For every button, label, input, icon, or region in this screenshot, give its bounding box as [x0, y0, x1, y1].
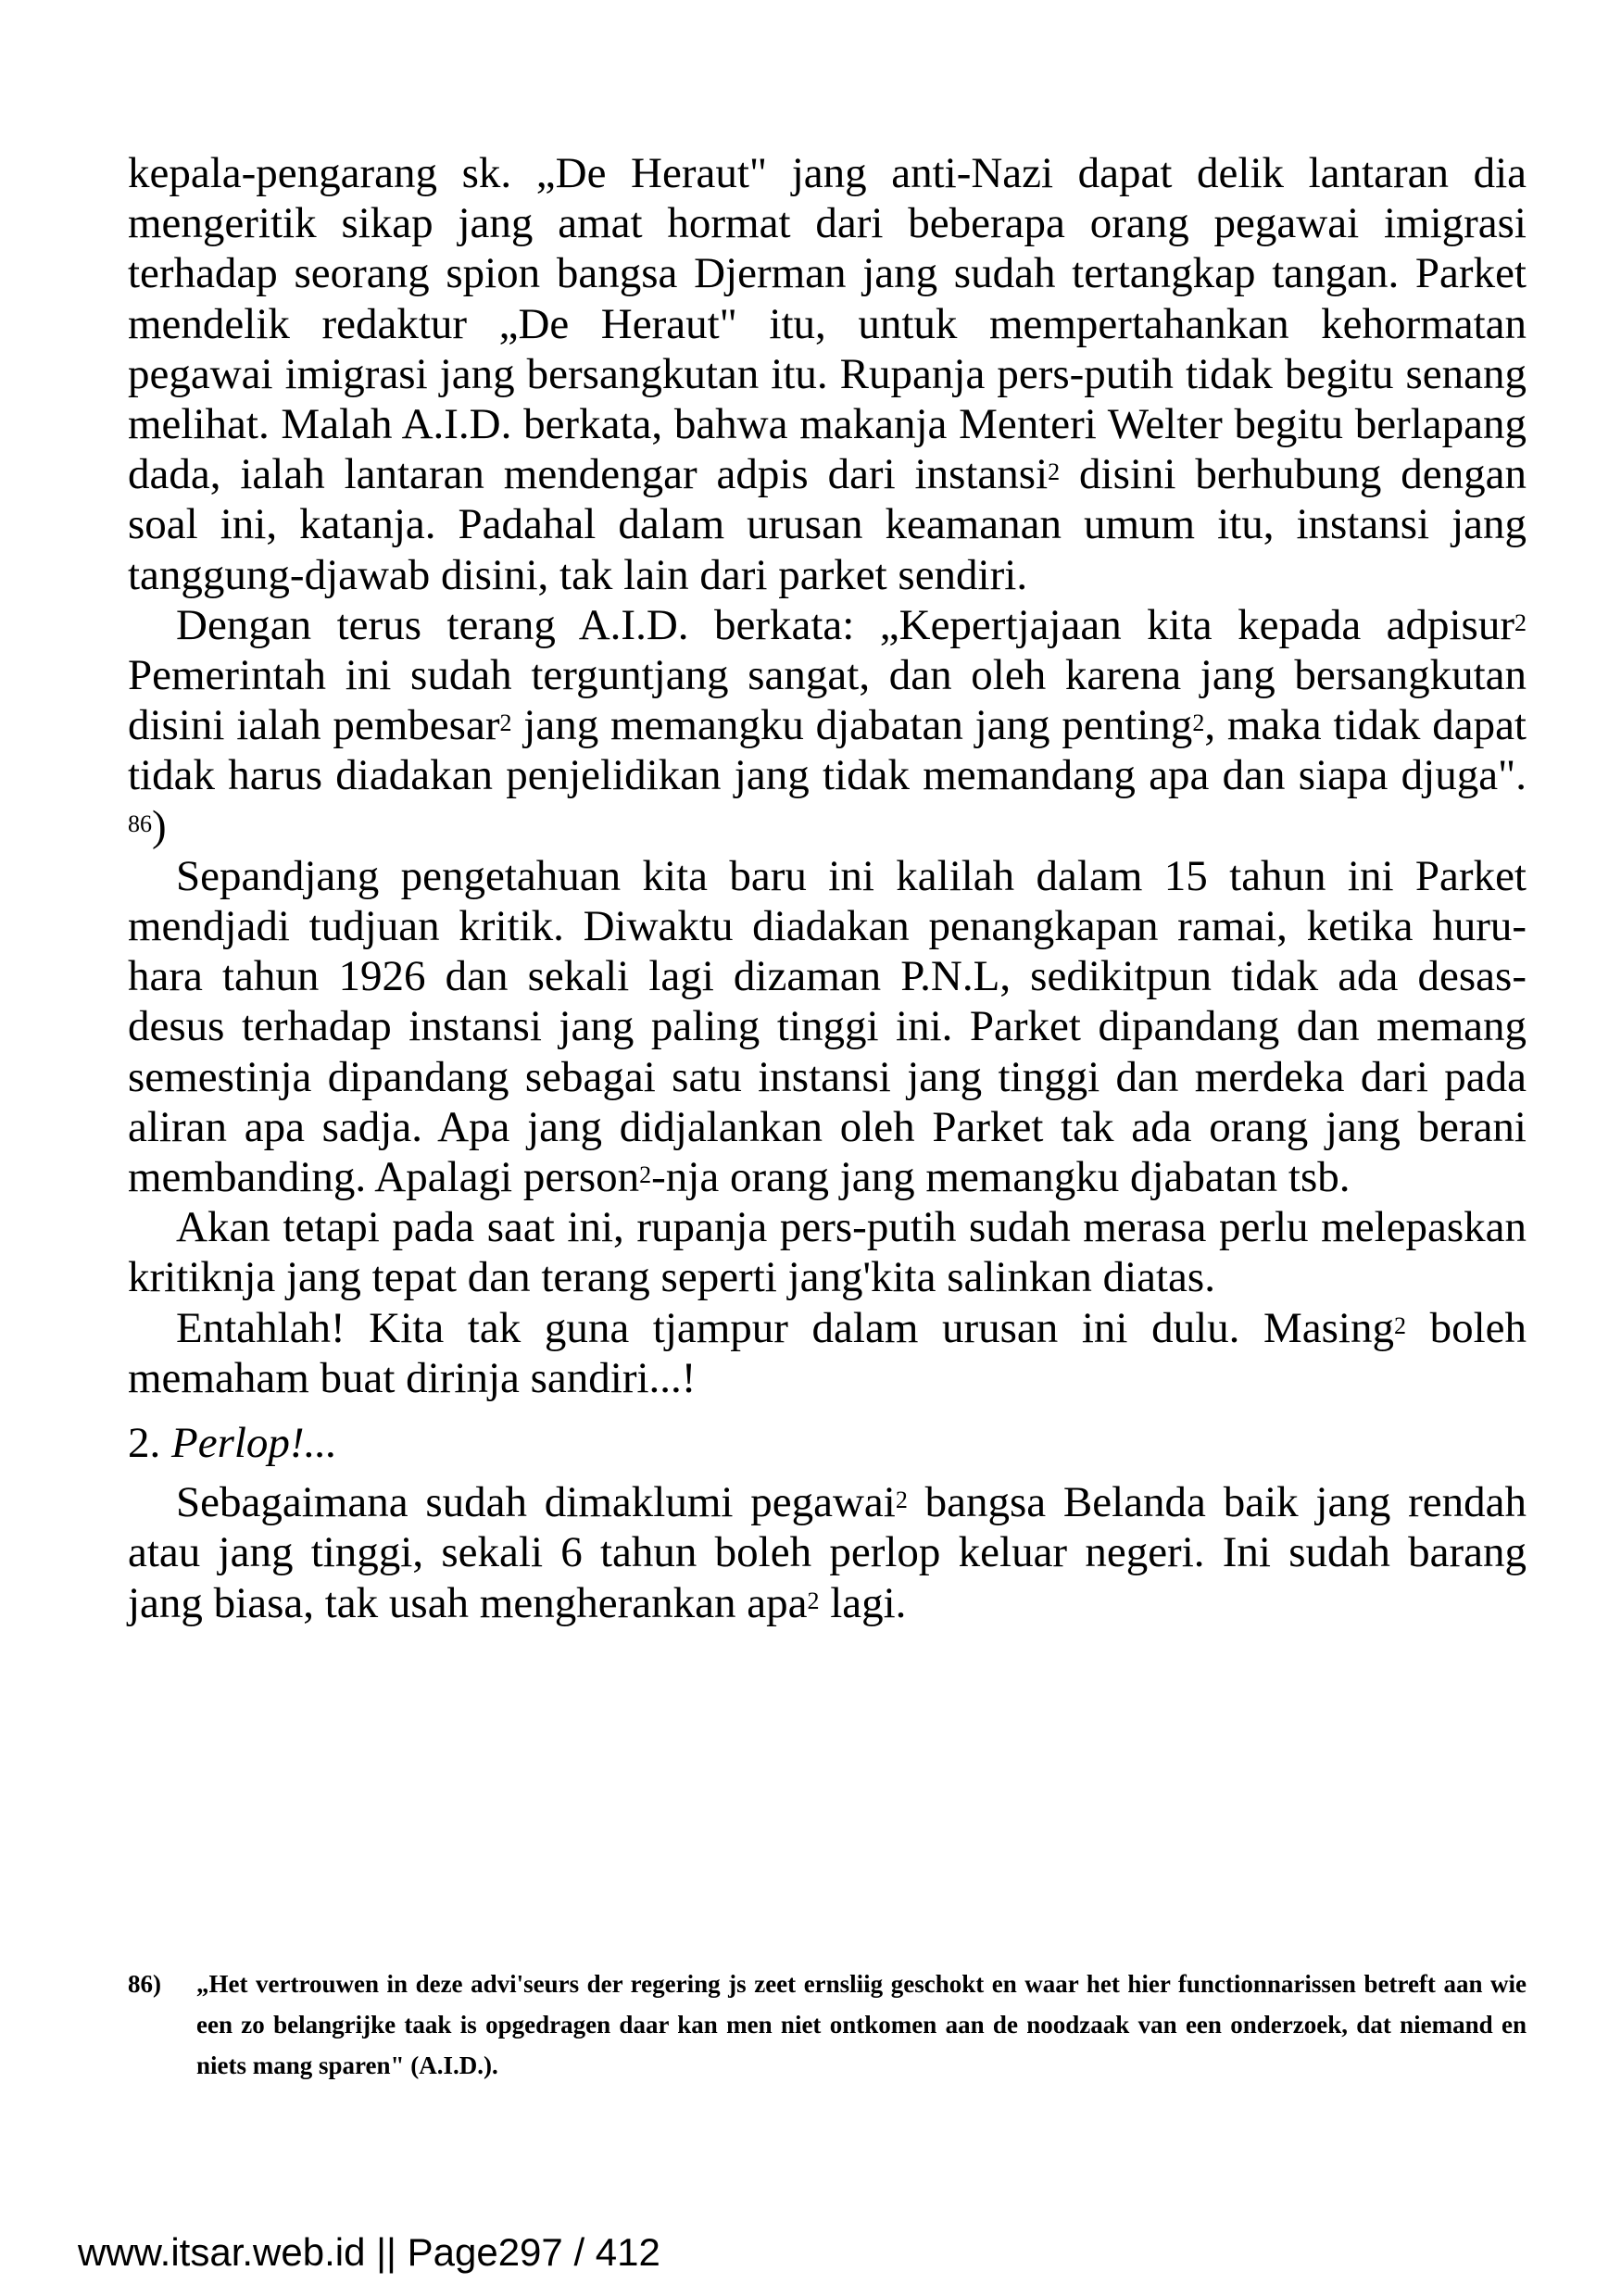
paragraph-2	[128, 600, 1527, 851]
superscript-mark: 2	[639, 1161, 652, 1189]
paragraph-5-text: Entahlah! Kita tak guna tjampur dalam urusan ini dulu. Masing	[176, 1303, 1394, 1352]
paragraph-3	[128, 851, 1527, 1202]
paragraph-4	[128, 1202, 1527, 1302]
paragraph-1-text: kepala-pengarang sk. „De Heraut" jang anti-Nazi dapat delik lantaran dia mengeritik sikap jang amat hormat dari beberapa orang pegawai imigrasi terhadap seorang spion bangsa Djerman jang sudah tertangkap tangan. Parket mendelik redaktur „De Heraut" itu, untuk mempertahankan kehormatan pegawai imigrasi jang bersangkutan itu. Rupanja pers-putih tidak begitu senang melihat. Malah A.I.D. berkata, bahwa makanja Menteri Welter begitu berlapang dada, ialah lantaran mendengar adpis dari instansi	[128, 149, 1527, 499]
footnotes-section	[128, 1964, 1527, 2086]
footnote-text: „Het vertrouwen in deze advi'seurs der regering js zeet ernsliig geschokt en waar het hier functionnarissen betreft aan wie een zo belangrijke taak is opgedragen daar kan men niet ontkomen aan de noodzaak van een onderzoek, dat niemand en niets mang sparen" (A.I.D.).	[196, 1970, 1527, 2079]
paragraph-2-text: Dengan terus terang A.I.D. berkata: „Kepertjajaan kita kepada adpisur	[176, 600, 1514, 649]
section-number: 2.	[128, 1419, 161, 1468]
paragraph-6-text: Sebagaimana sudah dimaklumi pegawai	[176, 1478, 896, 1527]
superscript-mark: 2	[895, 1487, 908, 1514]
footnote-reference: 86	[128, 809, 152, 837]
footnote-number: 86)	[128, 1970, 161, 1998]
section-heading	[128, 1418, 1527, 1468]
paragraph-5-text-end: boleh memaham buat dirinja sandiri...!	[128, 1303, 1527, 1402]
paragraph-4-text: Akan tetapi pada saat ini, rupanja pers-putih sudah merasa perlu melepaskan kritiknja jang tepat dan terang seperti jang'kita salinkan diatas.	[128, 1203, 1527, 1302]
paragraph-3-text: Sepandjang pengetahuan kita baru ini kalilah dalam 15 tahun ini Parket mendjadi tudjuan kritik. Diwaktu diadakan penangkapan ramai, ketika huru-hara tahun 1926 dan sekali lagi dizaman P.N.L, sedikitpun tidak ada desas-desus terhadap instansi jang paling tinggi ini. Parket dipandang dan memang semestinja dipandang sebagai satu instansi jang tinggi dan merdeka dari pada aliran apa sadja. Apa jang didjalankan oleh Parket tak ada orang jang berani membanding. Apalagi person	[128, 851, 1527, 1202]
superscript-mark: 2	[1192, 709, 1205, 737]
paragraph-2-text: Pemerintah ini sudah terguntjang sangat, dan oleh karena jang bersangkutan disini ialah pembesar	[128, 651, 1527, 750]
paragraph-6-text: bangsa Belanda baik jang rendah atau jang tinggi, sekali 6 tahun boleh perlop keluar negeri. Ini sudah barang jang biasa, tak usah mengherankan apa	[128, 1478, 1527, 1627]
paragraph-2-text: jang memangku djabatan jang penting	[511, 701, 1193, 750]
paragraph-1-text-end: disini berhubung dengan soal ini, katanja. Padahal dalam urusan keamanan umum itu, instansi jang tanggung-djawab disini, tak lain dari parket sendiri.	[128, 450, 1527, 599]
paragraph-6-text-end: lagi.	[819, 1578, 907, 1627]
footnote-86	[128, 1964, 1527, 2086]
page-footer: www.itsar.web.id || Page297 / 412	[78, 2230, 660, 2274]
paragraph-3-text-end: -nja orang jang memangku djabatan tsb.	[651, 1153, 1351, 1202]
paragraph-6	[128, 1477, 1527, 1628]
paragraph-1	[128, 148, 1527, 600]
superscript-mark: 2	[1048, 458, 1061, 486]
superscript-mark: 2	[499, 709, 512, 737]
superscript-mark: 2	[1514, 609, 1527, 636]
paragraph-5	[128, 1303, 1527, 1403]
section-title: Perlop!...	[171, 1419, 337, 1468]
paragraph-2-text-end: )	[152, 801, 167, 850]
superscript-mark: 2	[1393, 1311, 1406, 1339]
main-body-text	[128, 148, 1527, 1628]
paragraph-2-text: , maka tidak dapat tidak harus diadakan penjelidikan jang tidak memandang apa dan siapa djuga".	[128, 701, 1527, 800]
superscript-mark: 2	[807, 1587, 820, 1614]
